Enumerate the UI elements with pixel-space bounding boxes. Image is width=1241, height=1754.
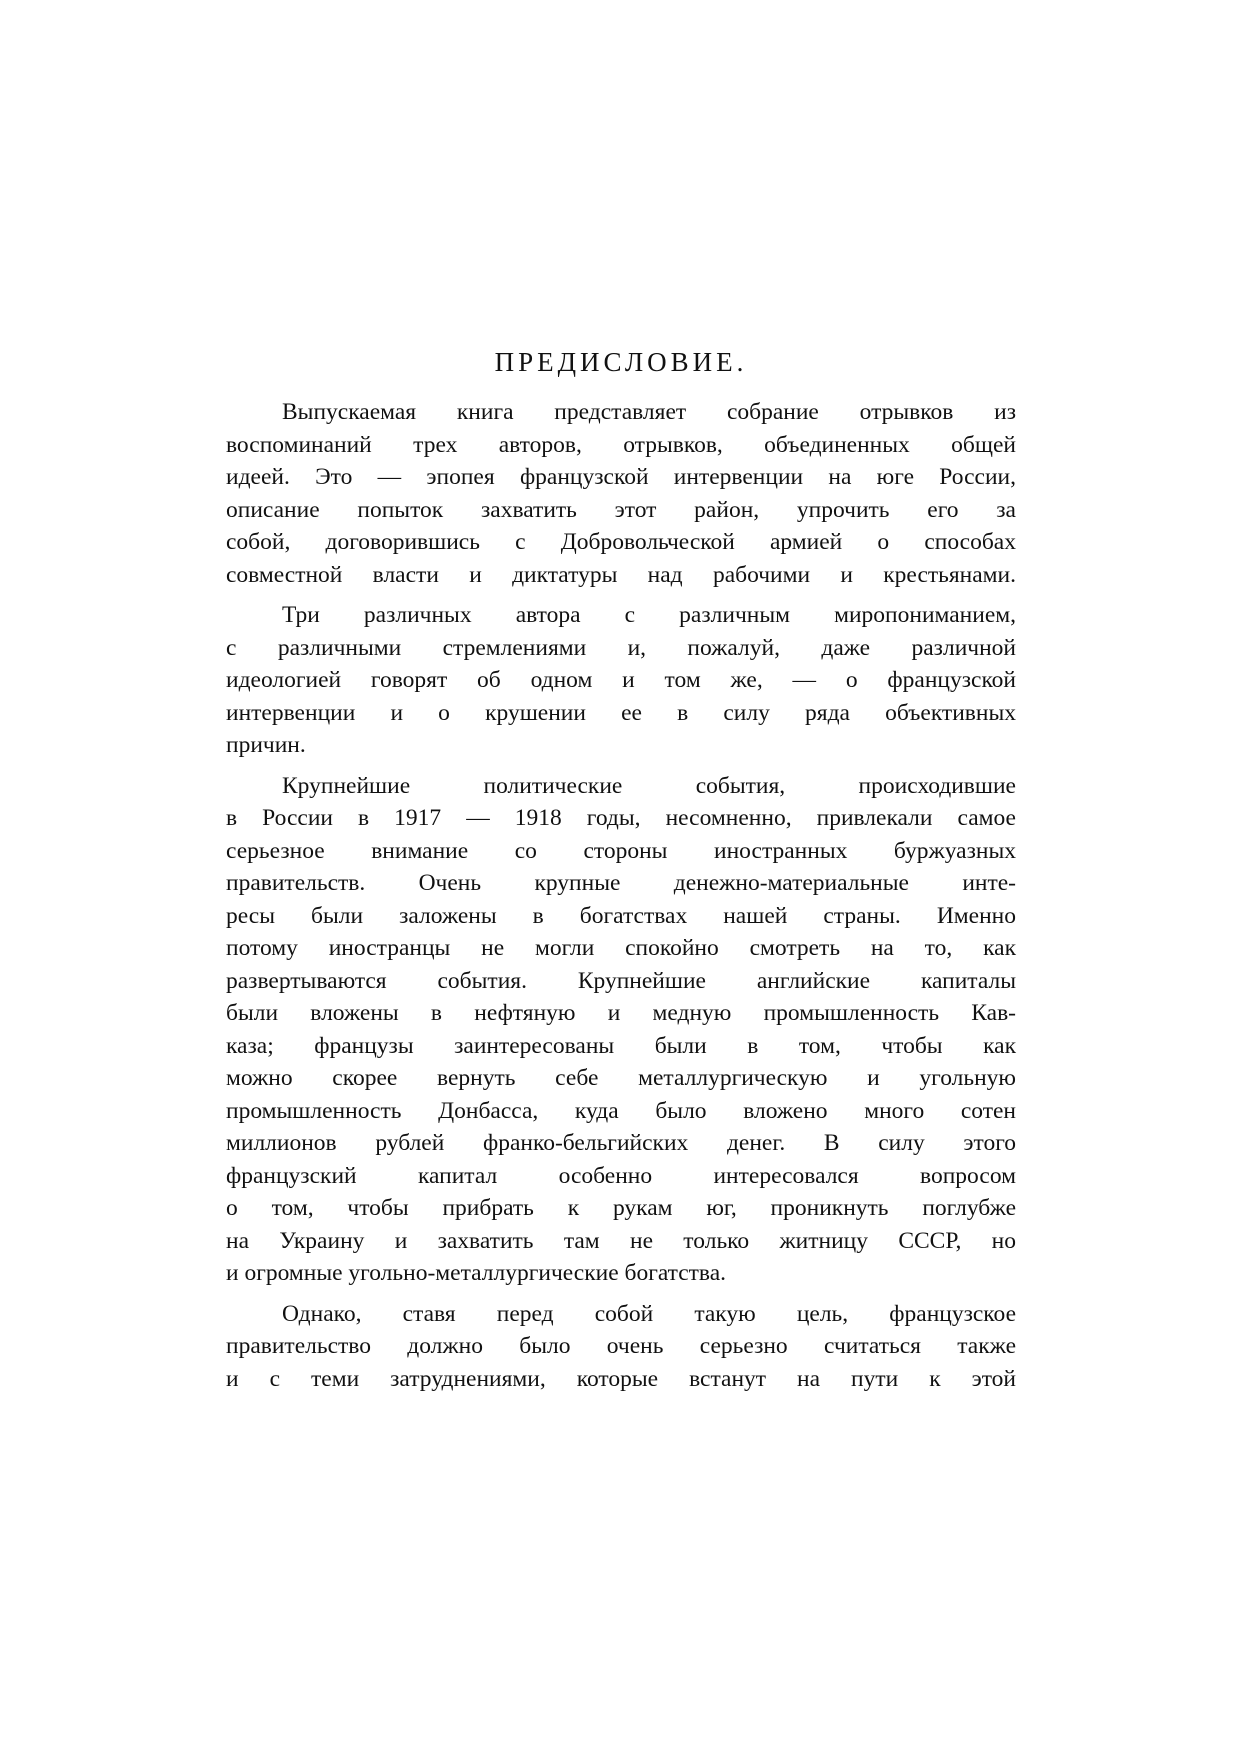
text-line: с различными стремлениями и, пожалуй, даже различной <box>226 634 1016 661</box>
text-line: каза; французы заинтересованы были в том, чтобы как <box>226 1032 1016 1059</box>
text-line: и огромные угольно-металлургические богатства. <box>226 1260 727 1287</box>
text-line: были вложены в нефтяную и медную промышленность Кав- <box>226 1000 1016 1027</box>
text-line: миллионов рублей франко-бельгийских денег. В силу этого <box>226 1130 1016 1157</box>
text-line: о том, чтобы прибрать к рукам юг, проникнуть поглубже <box>226 1195 1016 1222</box>
text-line: совместной власти и диктатуры над рабочими и крестьянами. <box>226 561 1016 588</box>
text-line: развертываются события. Крупнейшие английские капиталы <box>226 967 1016 994</box>
paragraph-3 <box>226 770 1016 1290</box>
text-line: Три различных автора с различным миропониманием, <box>282 602 1016 629</box>
text-line: идеологией говорят об одном и том же, — о французской <box>226 667 1016 694</box>
text-line: промышленность Донбасса, куда было вложено много сотен <box>226 1097 1016 1124</box>
text-line: Крупнейшие политические события, происходившие <box>282 772 1016 799</box>
paragraph-1 <box>226 396 1016 591</box>
text-line: французский капитал особенно интересовался вопросом <box>226 1162 1016 1189</box>
text-line: правительств. Очень крупные денежно-материальные инте- <box>226 870 1016 897</box>
text-line: правительство должно было очень серьезно считаться также <box>226 1333 1016 1360</box>
text-line: в России в 1917 — 1918 годы, несомненно, привлекали самое <box>226 805 1016 832</box>
text-line: собой, договорившись с Добровольческой армией о способах <box>226 529 1016 556</box>
text-line: воспоминаний трех авторов, отрывков, объединенных общей <box>226 431 1016 458</box>
text-block <box>226 346 1016 1403</box>
text-line: интервенции и о крушении ее в силу ряда объективных <box>226 699 1016 726</box>
text-line: идеей. Это — эпопея французской интервенции на юге России, <box>226 464 1016 491</box>
text-line: Однако, ставя перед собой такую цель, французское <box>282 1300 1016 1327</box>
text-line: на Украину и захватить там не только житницу СССР, но <box>226 1227 1016 1254</box>
text-line: ресы были заложены в богатствах нашей страны. Именно <box>226 902 1016 929</box>
page-title: ПРЕДИСЛОВИЕ. <box>494 347 748 377</box>
text-line: и с теми затруднениями, которые встанут на пути к этой <box>226 1365 1016 1392</box>
text-line: причин. <box>226 732 306 759</box>
text-line: серьезное внимание со стороны иностранных буржуазных <box>226 837 1016 864</box>
text-line: можно скорее вернуть себе металлургическую и угольную <box>226 1065 1016 1092</box>
text-line: Выпускаемая книга представляет собрание отрывков из <box>282 399 1016 426</box>
paragraph-2 <box>226 599 1016 762</box>
text-line: потому иностранцы не могли спокойно смотреть на то, как <box>226 935 1016 962</box>
text-line: описание попыток захватить этот район, упрочить его за <box>226 496 1016 523</box>
paragraph-4 <box>226 1298 1016 1396</box>
